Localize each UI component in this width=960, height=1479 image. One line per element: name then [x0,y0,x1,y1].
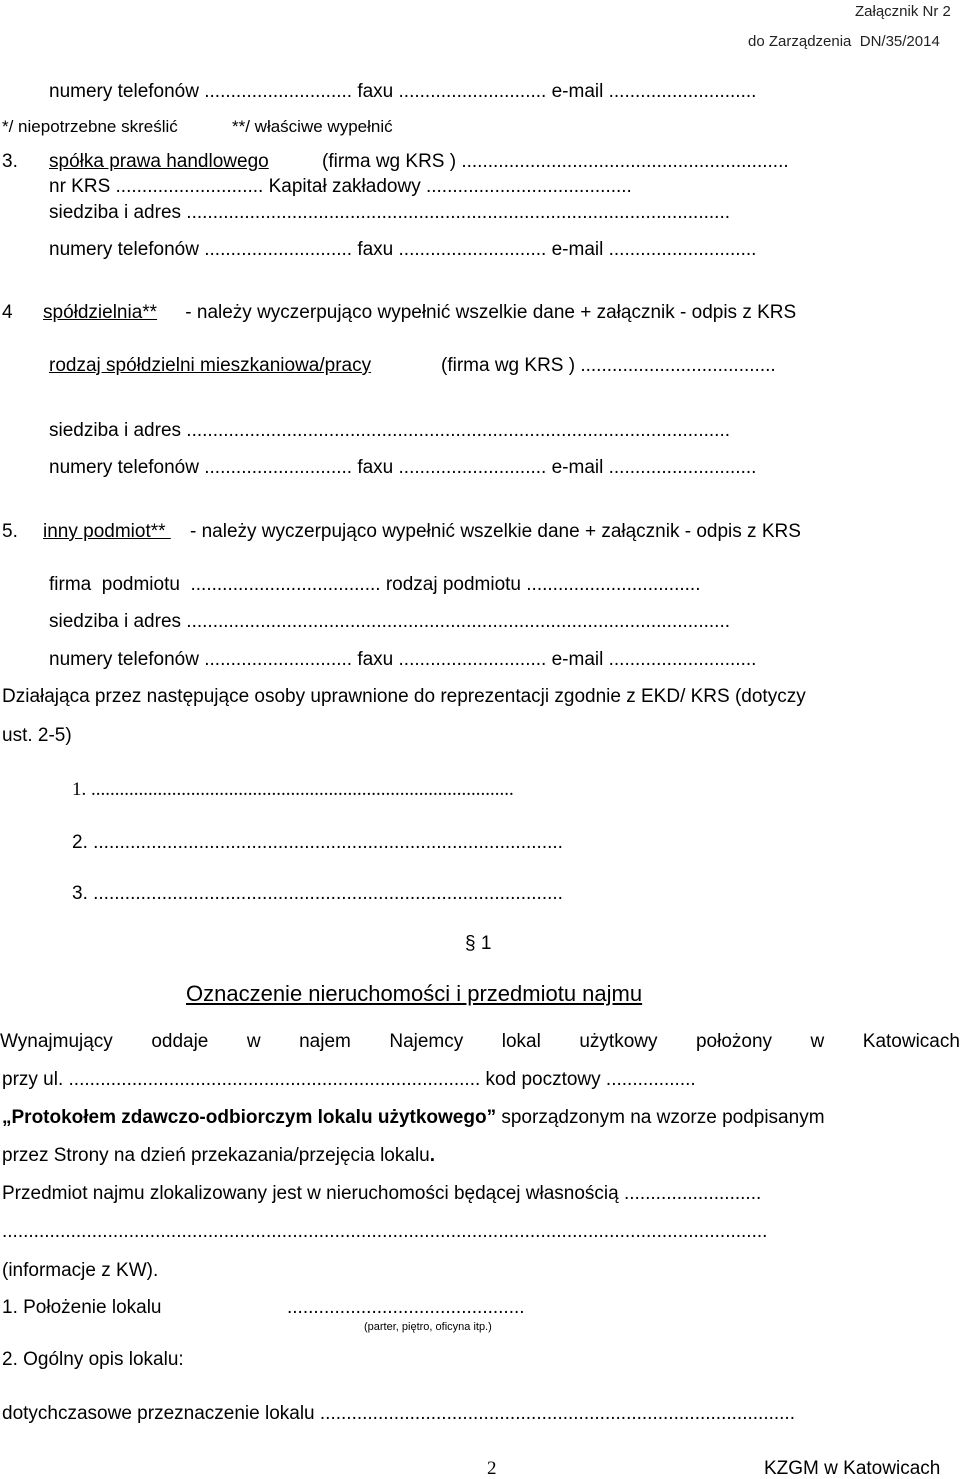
sec5-description: - należy wyczerpująco wypełnić wszelkie dane + załącznik - odpis z KRS [190,521,801,542]
sec3-krs: nr KRS ............................ Kapitał zakładowy ....................................... [49,176,632,197]
purpose-line: dotychczasowe przeznaczenie lokalu .......................................................................................... [2,1403,795,1424]
ownership-line1: Przedmiot najmu zlokalizowany jest w nieruchomości będącej własnością .......................... [2,1183,762,1204]
sec3-label: spółka prawa handlowego [49,151,269,172]
protocol-line2 [2,1146,435,1165]
ordinance-reference: do Zarządzenia DN/35/2014 [748,33,940,50]
sec5-number: 5. [2,521,18,542]
protocol-name: „Protokołem zdawczo-odbiorczym lokalu użytkowego” [2,1107,497,1128]
lease-word: Katowicach [862,1031,960,1052]
note-fill-in: **/ właściwe wypełnić [232,117,393,136]
sec4-label: spółdzielnia** [43,302,158,323]
sec4-number: 4 [2,302,13,323]
sec5-contact: numery telefonów ............................ faxu ............................ e-mail ............................ [49,649,757,670]
lease-word: użytkowy [579,1031,658,1052]
contact-line-top: numery telefonów ............................ faxu ............................ e-mail ............................ [49,81,757,102]
lease-word: najem [299,1031,351,1052]
lease-word: w [246,1031,261,1052]
paragraph-mark: § 1 [465,933,492,954]
sec4-cooperative-type: rodzaj spółdzielni mieszkaniowa/pracy [49,355,372,376]
footer-organization: KZGM w Katowicach [764,1458,941,1479]
protocol-line2-text: przez Strony na dzień przekazania/przejęcia lokalu [2,1145,430,1166]
representation-line2: ust. 2-5) [2,725,72,746]
sec5-address: siedziba i adres ....................................................................................................... [49,611,731,632]
ownership-line3: (informacje z KW). [2,1260,159,1281]
sec4-address: siedziba i adres ....................................................................................................... [49,420,731,441]
note-strike-out: */ niepotrzebne skreślić [2,117,178,136]
sec3-contact: numery telefonów ............................ faxu ............................ e-mail ............................ [49,239,757,260]
sec3-firma: (firma wg KRS ) .............................................................. [322,151,789,172]
representative-2: 2. ......................................................................................... [72,832,563,853]
lease-word: położony [695,1031,773,1052]
sec3-number: 3. [2,151,18,172]
sec5-label: inny podmiot** [43,521,171,542]
sec4-description: - należy wyczerpująco wypełnić wszelkie dane + załącznik - odpis z KRS [180,302,797,323]
protocol-line2-period: . [429,1145,436,1166]
attachment-number: Załącznik Nr 2 [855,3,951,20]
location-label: 1. Położenie lokalu [2,1297,162,1318]
sec4-firma: (firma wg KRS ) ..................................... [441,355,776,376]
representation-line1: Działająca przez następujące osoby uprawnione do reprezentacji zgodnie z EKD/ KRS (dotyczy [2,686,806,707]
protocol-rest: sporządzonym na wzorze podpisanym [496,1107,825,1128]
lease-paragraph-line2: przy ul. .............................................................................. kod pocztowy ................. [2,1069,696,1090]
lease-word: oddaje [151,1031,209,1052]
description-label: 2. Ogólny opis lokalu: [2,1349,184,1370]
lease-word: Najemcy [389,1031,464,1052]
sec5-firma: firma podmiotu .................................... rodzaj podmiotu ................................. [49,574,701,595]
protocol-line1 [2,1108,825,1127]
ownership-line2: ................................................................................................................................................. [2,1221,768,1242]
location-hint: (parter, piętro, oficyna itp.) [364,1321,492,1333]
representative-1: 1. ......................................................................................... [72,779,514,800]
lease-word: Wynajmujący [0,1031,113,1052]
representative-3: 3. ......................................................................................... [72,883,563,904]
lease-word: w [810,1031,825,1052]
sec3-address: siedziba i adres ....................................................................................................... [49,202,731,223]
lease-paragraph-line1 [0,1032,960,1051]
location-dots: ............................................. [287,1297,525,1318]
page-number: 2 [487,1458,497,1479]
section-title: Oznaczenie nieruchomości i przedmiotu najmu [186,981,643,1006]
sec4-contact: numery telefonów ............................ faxu ............................ e-mail ............................ [49,457,757,478]
lease-word: lokal [501,1031,541,1052]
